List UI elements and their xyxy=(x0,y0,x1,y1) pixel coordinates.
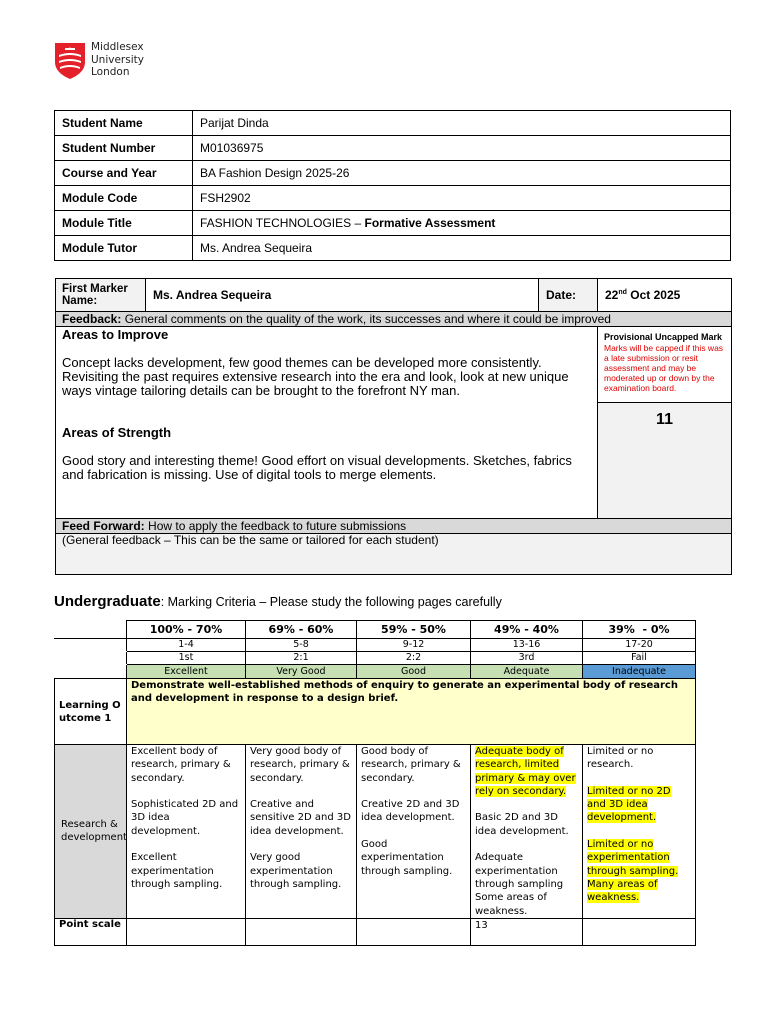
university-logo xyxy=(54,42,144,80)
logo-line-1: Middlesex xyxy=(91,41,144,53)
strength-text: Good story and interesting theme! Good effort on visual developments. Sketches, fabrics and fabrication is missing. Use of digital tools to merge elements. xyxy=(62,453,572,482)
logo-line-2: University xyxy=(91,53,144,66)
mark-value: 11 xyxy=(598,403,732,519)
info-label: Module Tutor xyxy=(55,236,193,261)
band-points: 1-4 xyxy=(127,639,246,652)
band-class: Fail xyxy=(583,652,696,665)
date-label: Date: xyxy=(539,279,598,312)
info-label: Module Title xyxy=(55,211,193,236)
feedforward-label: Feed Forward: xyxy=(62,519,145,533)
info-label: Student Name xyxy=(55,111,193,136)
band-points-row xyxy=(55,639,696,652)
info-row xyxy=(55,111,731,136)
mark-note-cell xyxy=(598,327,732,403)
info-label: Module Code xyxy=(55,186,193,211)
criteria-text: Sophisticated 2D and 3D idea development. xyxy=(131,799,239,837)
shield-logo-icon xyxy=(54,42,86,80)
module-title-bold: Formative Assessment xyxy=(364,216,496,230)
band-class: 1st xyxy=(127,652,246,665)
band-label: Adequate xyxy=(471,665,583,679)
band-label: Inadequate xyxy=(583,665,696,679)
feedforward-body: (General feedback – This can be the same or tailored for each student) xyxy=(56,534,732,575)
feedback-header xyxy=(56,312,732,327)
criteria-cell-good xyxy=(357,745,471,919)
criteria-cell-adequate xyxy=(471,745,583,919)
learning-outcome-label: Learning Outcome 1 xyxy=(55,679,127,745)
info-value xyxy=(193,211,731,236)
marking-criteria-table xyxy=(54,620,696,946)
criteria-text: Creative and sensitive 2D and 3D idea development. xyxy=(250,799,351,837)
info-row xyxy=(55,211,731,236)
point-scale-label: Point scale xyxy=(55,918,127,945)
strength-title: Areas of Strength xyxy=(62,425,172,440)
band-label: Very Good xyxy=(246,665,357,679)
criteria-heading xyxy=(54,593,502,610)
band-range: 59% - 50% xyxy=(357,621,471,639)
feedforward-header-row xyxy=(56,519,732,534)
band-class: 3rd xyxy=(471,652,583,665)
criteria-text: Limited or no research. xyxy=(587,746,654,771)
improve-title: Areas to Improve xyxy=(62,327,169,342)
info-label: Student Number xyxy=(55,136,193,161)
band-points: 17-20 xyxy=(583,639,696,652)
learning-outcome-row xyxy=(55,679,696,745)
band-range: 49% - 40% xyxy=(471,621,583,639)
point-scale-row xyxy=(55,918,696,945)
info-value: Parijat Dinda xyxy=(193,111,731,136)
feedforward-text: How to apply the feedback to future submissions xyxy=(144,519,407,533)
criteria-text-highlighted: Limited or no experimentation through sampling. Many areas of weakness. xyxy=(587,839,679,904)
first-marker-label: First Marker Name: xyxy=(56,279,146,312)
logo-line-3: London xyxy=(91,66,130,78)
info-row xyxy=(55,236,731,261)
criteria-text: Good experimentation through sampling. xyxy=(361,839,453,877)
band-class: 2:2 xyxy=(357,652,471,665)
learning-outcome-text: Demonstrate well-established methods of enquiry to generate an experimental body of research and development in response to a design brief. xyxy=(127,679,696,745)
band-label-row xyxy=(55,665,696,679)
marker-row xyxy=(56,279,732,312)
criteria-heading-rest: : Marking Criteria – Please study the following pages carefully xyxy=(160,595,502,609)
criteria-text: Basic 2D and 3D idea development. xyxy=(475,812,569,837)
band-points: 9-12 xyxy=(357,639,471,652)
criteria-cell-very-good xyxy=(246,745,357,919)
point-scale-value: 13 xyxy=(471,918,583,945)
info-label: Course and Year xyxy=(55,161,193,186)
research-row-label: Research & development xyxy=(55,745,127,919)
feedback-header-row xyxy=(56,312,732,327)
band-range-row xyxy=(55,621,696,639)
feedback-body xyxy=(56,327,598,519)
criteria-heading-big: Undergraduate xyxy=(54,593,161,610)
feedforward-body-row xyxy=(56,534,732,575)
logo-wordmark xyxy=(91,41,144,79)
first-marker-value: Ms. Andrea Sequeira xyxy=(146,279,539,312)
criteria-cell-excellent xyxy=(127,745,246,919)
date-rest: Oct 2025 xyxy=(626,288,681,302)
info-value: BA Fashion Design 2025-26 xyxy=(193,161,731,186)
band-range: 69% - 60% xyxy=(246,621,357,639)
band-points: 5-8 xyxy=(246,639,357,652)
criteria-text: Excellent experimentation through sampling. xyxy=(131,852,223,890)
criteria-text: Very good body of research, primary & secondary. xyxy=(250,746,350,784)
student-info-table xyxy=(54,110,731,261)
band-class: 2:1 xyxy=(246,652,357,665)
mark-title: Provisional Uncapped Mark xyxy=(604,332,723,342)
improve-text: Concept lacks development, few good themes can be developed more consistently. Revisiting the past requires extensive research into the era and look, look at new unique ways vintage tailoring details can be brought to the forefront NY man. xyxy=(62,355,569,398)
feedforward-header xyxy=(56,519,732,534)
band-points: 13-16 xyxy=(471,639,583,652)
date-day: 22 xyxy=(605,288,619,302)
info-row xyxy=(55,136,731,161)
band-range: 100% - 70% xyxy=(127,621,246,639)
criteria-text-highlighted: Limited or no 2D and 3D idea development. xyxy=(587,785,671,824)
feedback-body-row xyxy=(56,327,732,403)
criteria-text: Very good experimentation through sampling. xyxy=(250,852,342,890)
research-row xyxy=(55,745,696,919)
feedback-table xyxy=(55,278,732,575)
feedback-text: General comments on the quality of the work, its successes and where it could be improved xyxy=(121,312,611,326)
criteria-text: Adequate experimentation through sampling Some areas of weakness. xyxy=(475,852,564,917)
info-row xyxy=(55,161,731,186)
date-suffix: nd xyxy=(618,289,627,296)
criteria-text-highlighted: Adequate body of research, limited primary & may over rely on secondary. xyxy=(475,746,576,797)
info-row xyxy=(55,186,731,211)
criteria-text: Creative 2D and 3D idea development. xyxy=(361,799,460,824)
band-label: Good xyxy=(357,665,471,679)
criteria-cell-inadequate xyxy=(583,745,696,919)
criteria-text: Excellent body of research, primary & secondary. xyxy=(131,746,231,784)
band-class-row xyxy=(55,652,696,665)
module-title-text: FASHION TECHNOLOGIES – xyxy=(200,216,365,230)
date-value xyxy=(598,279,732,312)
mark-note: Marks will be capped if this was a late submission or resit assessment and may be moderated up or down by the examination board. xyxy=(604,343,724,393)
criteria-text: Good body of research, primary & secondary. xyxy=(361,746,461,784)
info-value: M01036975 xyxy=(193,136,731,161)
info-value: FSH2902 xyxy=(193,186,731,211)
info-value: Ms. Andrea Sequeira xyxy=(193,236,731,261)
feedback-label: Feedback: xyxy=(62,312,122,326)
band-range: 39% - 0% xyxy=(583,621,696,639)
band-label: Excellent xyxy=(127,665,246,679)
